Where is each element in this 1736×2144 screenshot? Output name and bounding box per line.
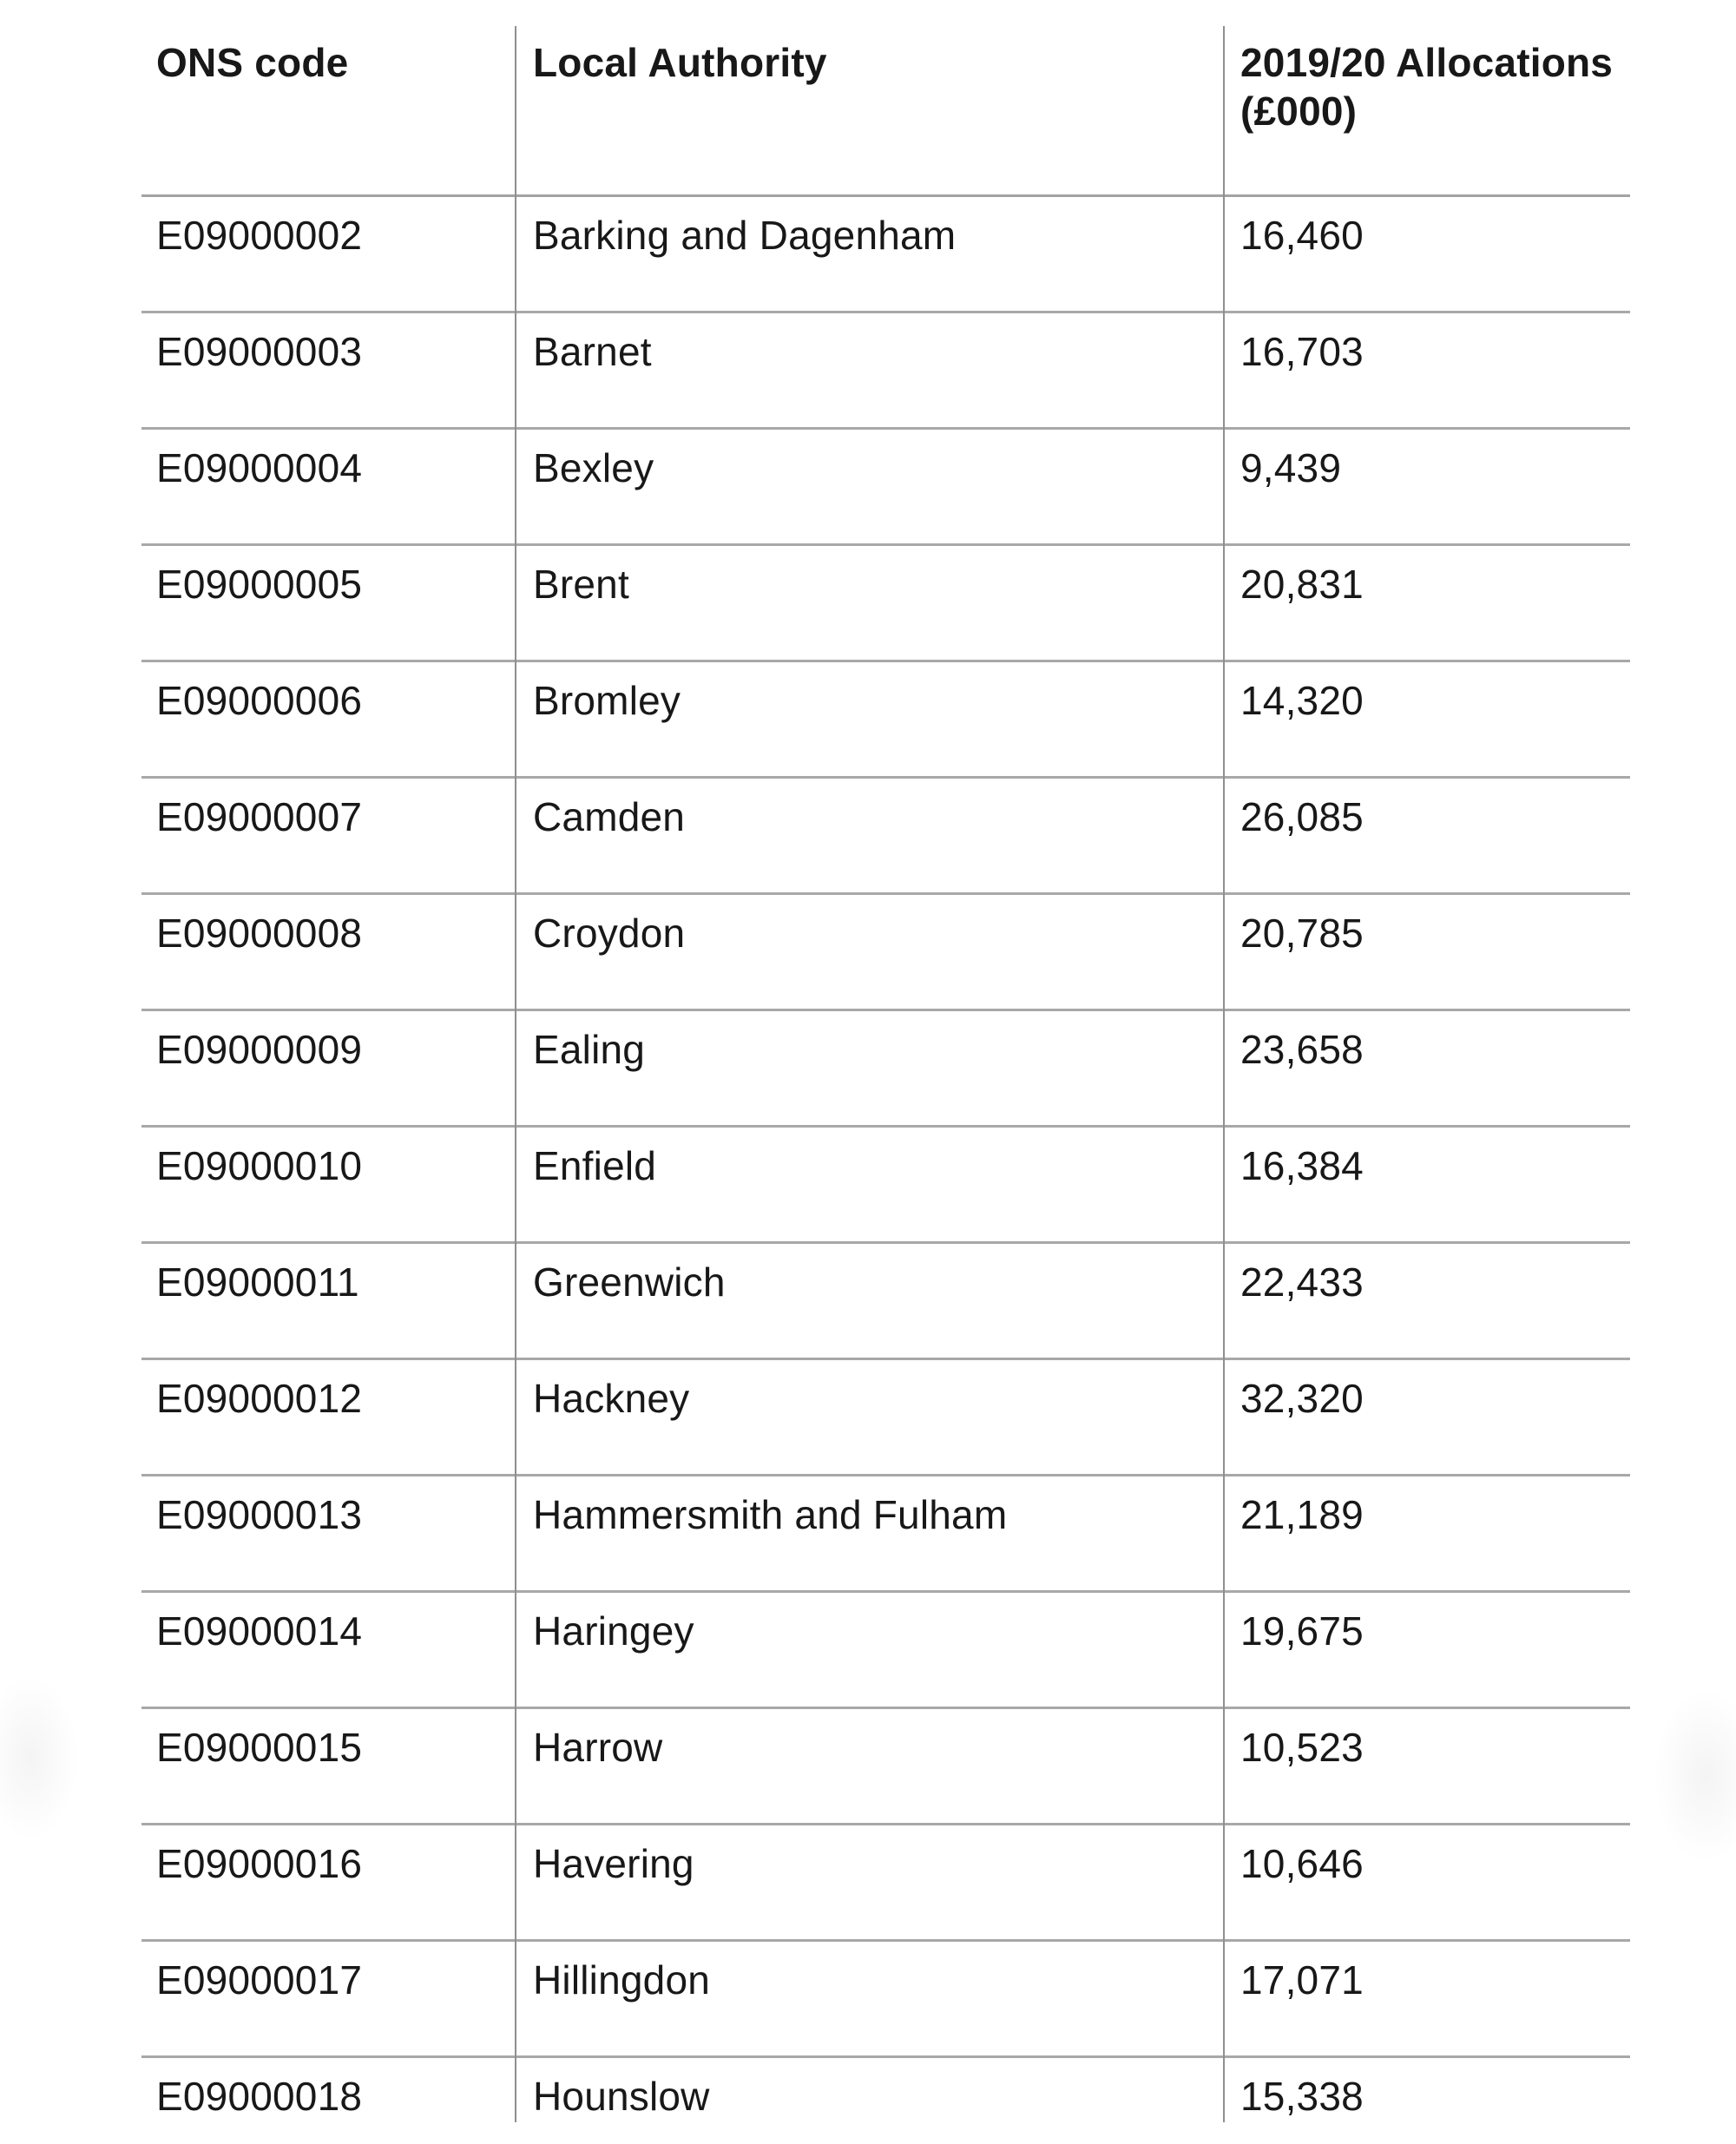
cell-allocations: 15,338 bbox=[1240, 2074, 1364, 2119]
cell-local-authority: Hammersmith and Fulham bbox=[533, 1492, 1008, 1537]
table-row bbox=[141, 430, 1630, 546]
cell-ons-code: E09000008 bbox=[156, 911, 363, 956]
cell-allocations: 20,785 bbox=[1240, 911, 1364, 956]
header-local-authority: Local Authority bbox=[533, 40, 827, 85]
cell-local-authority: Ealing bbox=[533, 1027, 646, 1072]
scan-artifact-right bbox=[1654, 1688, 1736, 1862]
cell-allocations: 16,460 bbox=[1240, 213, 1364, 258]
cell-ons-code: E09000016 bbox=[156, 1841, 363, 1886]
cell-local-authority: Camden bbox=[533, 794, 686, 839]
cell-local-authority: Haringey bbox=[533, 1608, 694, 1654]
cell-ons-code: E09000003 bbox=[156, 329, 363, 374]
cell-local-authority: Hounslow bbox=[533, 2074, 710, 2119]
table-row bbox=[141, 1593, 1630, 1709]
scan-artifact-left bbox=[0, 1675, 78, 1840]
table-row bbox=[141, 1360, 1630, 1476]
cell-allocations: 14,320 bbox=[1240, 678, 1364, 723]
cell-allocations: 16,384 bbox=[1240, 1143, 1364, 1188]
table-row bbox=[141, 1244, 1630, 1360]
table-row bbox=[141, 1709, 1630, 1825]
cell-local-authority: Greenwich bbox=[533, 1259, 726, 1305]
cell-allocations: 19,675 bbox=[1240, 1608, 1364, 1654]
table-header-row bbox=[141, 0, 1630, 197]
table-body bbox=[141, 197, 1630, 2144]
table-row bbox=[141, 1476, 1630, 1593]
cell-allocations: 16,703 bbox=[1240, 329, 1364, 374]
cell-ons-code: E09000004 bbox=[156, 445, 363, 490]
cell-local-authority: Bromley bbox=[533, 678, 681, 723]
table-row bbox=[141, 1942, 1630, 2058]
cell-local-authority: Barnet bbox=[533, 329, 652, 374]
cell-ons-code: E09000014 bbox=[156, 1608, 363, 1654]
cell-allocations: 17,071 bbox=[1240, 1957, 1364, 2003]
cell-local-authority: Harrow bbox=[533, 1725, 663, 1770]
cell-local-authority: Bexley bbox=[533, 445, 654, 490]
cell-allocations: 32,320 bbox=[1240, 1376, 1364, 1421]
header-ons-code: ONS code bbox=[156, 40, 349, 85]
table-row bbox=[141, 546, 1630, 662]
table-row bbox=[141, 662, 1630, 779]
column-divider-1 bbox=[515, 26, 516, 2122]
cell-allocations: 9,439 bbox=[1240, 445, 1342, 490]
cell-ons-code: E09000012 bbox=[156, 1376, 363, 1421]
cell-allocations: 22,433 bbox=[1240, 1259, 1364, 1305]
table-row bbox=[141, 1825, 1630, 1942]
cell-local-authority: Hillingdon bbox=[533, 1957, 711, 2003]
cell-allocations: 26,085 bbox=[1240, 794, 1364, 839]
cell-local-authority: Barking and Dagenham bbox=[533, 213, 957, 258]
cell-ons-code: E09000018 bbox=[156, 2074, 363, 2119]
table-row bbox=[141, 197, 1630, 313]
cell-ons-code: E09000010 bbox=[156, 1143, 363, 1188]
cell-local-authority: Enfield bbox=[533, 1143, 657, 1188]
table-row bbox=[141, 895, 1630, 1011]
cell-allocations: 20,831 bbox=[1240, 562, 1364, 607]
cell-ons-code: E09000015 bbox=[156, 1725, 363, 1770]
table-row bbox=[141, 1011, 1630, 1128]
cell-ons-code: E09000002 bbox=[156, 213, 363, 258]
table-row bbox=[141, 779, 1630, 895]
cell-local-authority: Hackney bbox=[533, 1376, 690, 1421]
table-row bbox=[141, 1128, 1630, 1244]
allocations-table bbox=[141, 0, 1630, 2144]
header-allocations: 2019/20 Allocations (£000) bbox=[1240, 40, 1614, 134]
cell-ons-code: E09000009 bbox=[156, 1027, 363, 1072]
cell-allocations: 10,523 bbox=[1240, 1725, 1364, 1770]
cell-local-authority: Havering bbox=[533, 1841, 694, 1886]
cell-allocations: 10,646 bbox=[1240, 1841, 1364, 1886]
cell-local-authority: Brent bbox=[533, 562, 629, 607]
table-row bbox=[141, 2058, 1630, 2144]
table-row bbox=[141, 313, 1630, 430]
cell-ons-code: E09000006 bbox=[156, 678, 363, 723]
cell-allocations: 23,658 bbox=[1240, 1027, 1364, 1072]
cell-ons-code: E09000005 bbox=[156, 562, 363, 607]
cell-ons-code: E09000011 bbox=[156, 1259, 359, 1305]
cell-ons-code: E09000013 bbox=[156, 1492, 363, 1537]
cell-local-authority: Croydon bbox=[533, 911, 686, 956]
cell-ons-code: E09000017 bbox=[156, 1957, 363, 2003]
cell-allocations: 21,189 bbox=[1240, 1492, 1364, 1537]
column-divider-2 bbox=[1223, 26, 1225, 2122]
cell-ons-code: E09000007 bbox=[156, 794, 363, 839]
